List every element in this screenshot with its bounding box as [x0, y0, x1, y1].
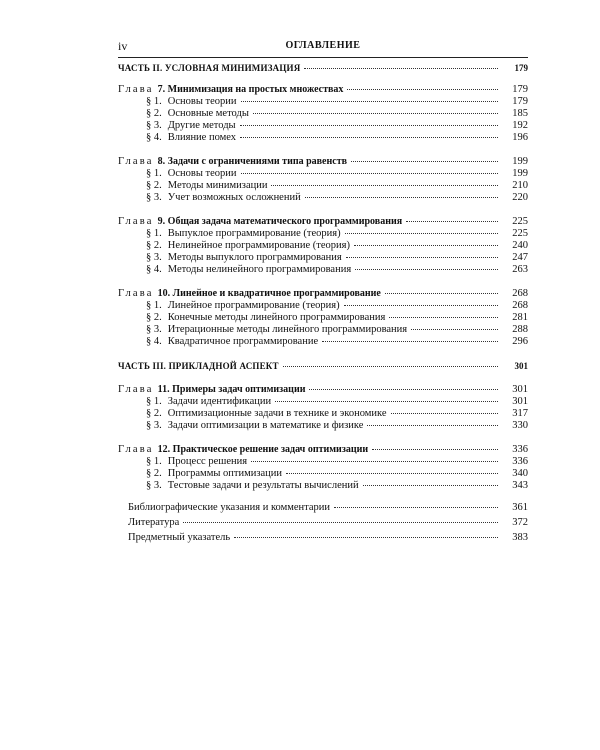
page-ref: 185 [512, 108, 528, 119]
toc-literature[interactable] [118, 517, 528, 529]
dot-leader [345, 233, 498, 234]
dot-leader [251, 461, 498, 462]
toc-subject-index[interactable] [118, 532, 528, 544]
page-ref: 263 [512, 264, 528, 275]
dot-leader [309, 389, 498, 390]
page-ref: 372 [512, 517, 528, 528]
toc-chapter-9[interactable] [118, 216, 528, 228]
chapter-label: Глава [118, 384, 154, 395]
page-ref: 268 [512, 288, 528, 299]
toc-chapter-7[interactable] [118, 84, 528, 96]
page-ref: 336 [512, 444, 528, 455]
section-title: Методы минимизации [167, 180, 268, 191]
toc-part-3[interactable] [118, 360, 528, 372]
section-title: Задачи оптимизации в математике и физике [167, 420, 364, 431]
toc-section[interactable] [118, 168, 528, 180]
dot-leader [372, 449, 498, 450]
section-number: § 3. [146, 420, 162, 431]
toc-section[interactable] [118, 312, 528, 324]
dot-leader [389, 317, 498, 318]
section-title: Методы нелинейного программирования [167, 264, 352, 275]
toc-section[interactable] [118, 252, 528, 264]
toc-section[interactable] [118, 336, 528, 348]
section-number: § 2. [146, 240, 162, 251]
toc-section[interactable] [118, 264, 528, 276]
section-title: Нелинейное программирование (теория) [167, 240, 350, 251]
page-ref: 240 [512, 240, 528, 251]
page-number: iv [118, 39, 128, 53]
section-number: § 1. [146, 228, 162, 239]
toc-section[interactable] [118, 396, 528, 408]
section-title: Квадратичное программирование [167, 336, 319, 347]
dot-leader [304, 68, 498, 69]
page-ref: 210 [512, 180, 528, 191]
dot-leader [240, 137, 498, 138]
page-ref: 340 [512, 468, 528, 479]
entry-title: Литература [128, 517, 180, 528]
dot-leader [351, 161, 498, 162]
chapter-label: Глава [118, 288, 154, 299]
toc-section[interactable] [118, 480, 528, 492]
header-rule [118, 57, 528, 58]
page-ref: 383 [512, 532, 528, 543]
page-ref: 196 [512, 132, 528, 143]
section-number: § 1. [146, 168, 162, 179]
chapter-title: 10. Линейное и квадратичное программирование [157, 288, 381, 299]
page-ref: 199 [512, 168, 528, 179]
dot-leader [334, 507, 498, 508]
dot-leader [406, 221, 498, 222]
page-ref: 179 [512, 96, 528, 107]
section-title: Задачи идентификации [167, 396, 272, 407]
dot-leader [411, 329, 498, 330]
section-number: § 2. [146, 108, 162, 119]
dot-leader [283, 366, 498, 367]
page-ref: 179 [512, 84, 528, 95]
dot-leader [322, 341, 498, 342]
page-ref: 247 [512, 252, 528, 263]
dot-leader [347, 89, 498, 90]
section-number: § 3. [146, 252, 162, 263]
section-title: Выпуклое программирование (теория) [167, 228, 341, 239]
part-title: ЧАСТЬ III. ПРИКЛАДНОЙ АСПЕКТ [118, 361, 279, 371]
section-title: Основы теории [167, 96, 237, 107]
entry-title: Библиографические указания и комментарии [128, 502, 330, 513]
page-ref: 317 [512, 408, 528, 419]
dot-leader [363, 485, 498, 486]
dot-leader [253, 113, 498, 114]
dot-leader [241, 173, 499, 174]
chapter-label: Глава [118, 156, 154, 167]
page-ref: 288 [512, 324, 528, 335]
section-title: Другие методы [167, 120, 236, 131]
section-title: Итерационные методы линейного программирования [167, 324, 408, 335]
dot-leader [346, 257, 498, 258]
section-number: § 4. [146, 132, 162, 143]
toc-section[interactable] [118, 132, 528, 144]
page-ref: 301 [514, 361, 528, 371]
toc-section[interactable] [118, 456, 528, 468]
page-ref: 301 [512, 396, 528, 407]
section-number: § 1. [146, 96, 162, 107]
section-number: § 4. [146, 336, 162, 347]
dot-leader [275, 401, 498, 402]
section-number: § 3. [146, 120, 162, 131]
dot-leader [271, 185, 498, 186]
section-number: § 2. [146, 408, 162, 419]
section-title: Процесс решения [167, 456, 248, 467]
toc-bibliography[interactable] [118, 502, 528, 514]
dot-leader [355, 269, 498, 270]
entry-title: Предметный указатель [128, 532, 231, 543]
page-ref: 225 [512, 216, 528, 227]
section-number: § 1. [146, 300, 162, 311]
part-title: ЧАСТЬ II. УСЛОВНАЯ МИНИМИЗАЦИЯ [118, 63, 301, 73]
chapter-label: Глава [118, 84, 154, 95]
toc-section[interactable] [118, 240, 528, 252]
section-number: § 3. [146, 192, 162, 203]
section-title: Линейное программирование (теория) [167, 300, 340, 311]
toc-section[interactable] [118, 108, 528, 120]
page-ref: 225 [512, 228, 528, 239]
dot-leader [183, 522, 498, 523]
chapter-title: 7. Минимизация на простых множествах [157, 84, 344, 95]
toc-section[interactable] [118, 468, 528, 480]
section-title: Оптимизационные задачи в технике и экономике [167, 408, 387, 419]
section-title: Программы оптимизации [167, 468, 283, 479]
table-of-contents [118, 62, 528, 544]
section-title: Влияние помех [167, 132, 237, 143]
chapter-title: 9. Общая задача математического программирования [157, 216, 403, 227]
page-header [118, 39, 528, 53]
dot-leader [234, 537, 498, 538]
dot-leader [305, 197, 498, 198]
toc-chapter-10[interactable] [118, 288, 528, 300]
dot-leader [241, 101, 499, 102]
toc-section[interactable] [118, 228, 528, 240]
dot-leader [385, 293, 498, 294]
section-number: § 4. [146, 264, 162, 275]
dot-leader [286, 473, 498, 474]
chapter-label: Глава [118, 216, 154, 227]
toc-section[interactable] [118, 324, 528, 336]
section-title: Методы выпуклого программирования [167, 252, 342, 263]
page-title: ОГЛАВЛЕНИЕ [285, 40, 361, 51]
toc-section[interactable] [118, 420, 528, 432]
dot-leader [367, 425, 498, 426]
toc-section[interactable] [118, 408, 528, 420]
page-ref: 199 [512, 156, 528, 167]
page-ref: 179 [514, 63, 528, 73]
page-ref: 301 [512, 384, 528, 395]
page-ref: 268 [512, 300, 528, 311]
section-number: § 3. [146, 480, 162, 491]
toc-chapter-11[interactable] [118, 384, 528, 396]
toc-chapter-12[interactable] [118, 444, 528, 456]
toc-section[interactable] [118, 192, 528, 204]
section-number: § 1. [146, 396, 162, 407]
page-ref: 281 [512, 312, 528, 323]
chapter-title: 12. Практическое решение задач оптимизации [157, 444, 369, 455]
page-ref: 336 [512, 456, 528, 467]
section-title: Конечные методы линейного программирования [167, 312, 386, 323]
section-title: Основы теории [167, 168, 237, 179]
page-ref: 361 [512, 502, 528, 513]
toc-section[interactable] [118, 300, 528, 312]
toc-section[interactable] [118, 96, 528, 108]
toc-section[interactable] [118, 180, 528, 192]
page-ref: 220 [512, 192, 528, 203]
page-ref: 296 [512, 336, 528, 347]
section-title: Тестовые задачи и результаты вычислений [167, 480, 359, 491]
dot-leader [354, 245, 498, 246]
page-ref: 343 [512, 480, 528, 491]
dot-leader [240, 125, 498, 126]
page-ref: 192 [512, 120, 528, 131]
section-number: § 1. [146, 456, 162, 467]
chapter-title: 8. Задачи с ограничениями типа равенств [157, 156, 348, 167]
page-ref: 330 [512, 420, 528, 431]
section-number: § 3. [146, 324, 162, 335]
section-title: Учет возможных осложнений [167, 192, 301, 203]
section-number: § 2. [146, 468, 162, 479]
toc-section[interactable] [118, 120, 528, 132]
section-number: § 2. [146, 312, 162, 323]
dot-leader [344, 305, 498, 306]
chapter-title: 11. Примеры задач оптимизации [157, 384, 306, 395]
toc-chapter-8[interactable] [118, 156, 528, 168]
chapter-label: Глава [118, 444, 154, 455]
dot-leader [391, 413, 498, 414]
toc-part-2[interactable] [118, 62, 528, 74]
section-title: Основные методы [167, 108, 249, 119]
section-number: § 2. [146, 180, 162, 191]
